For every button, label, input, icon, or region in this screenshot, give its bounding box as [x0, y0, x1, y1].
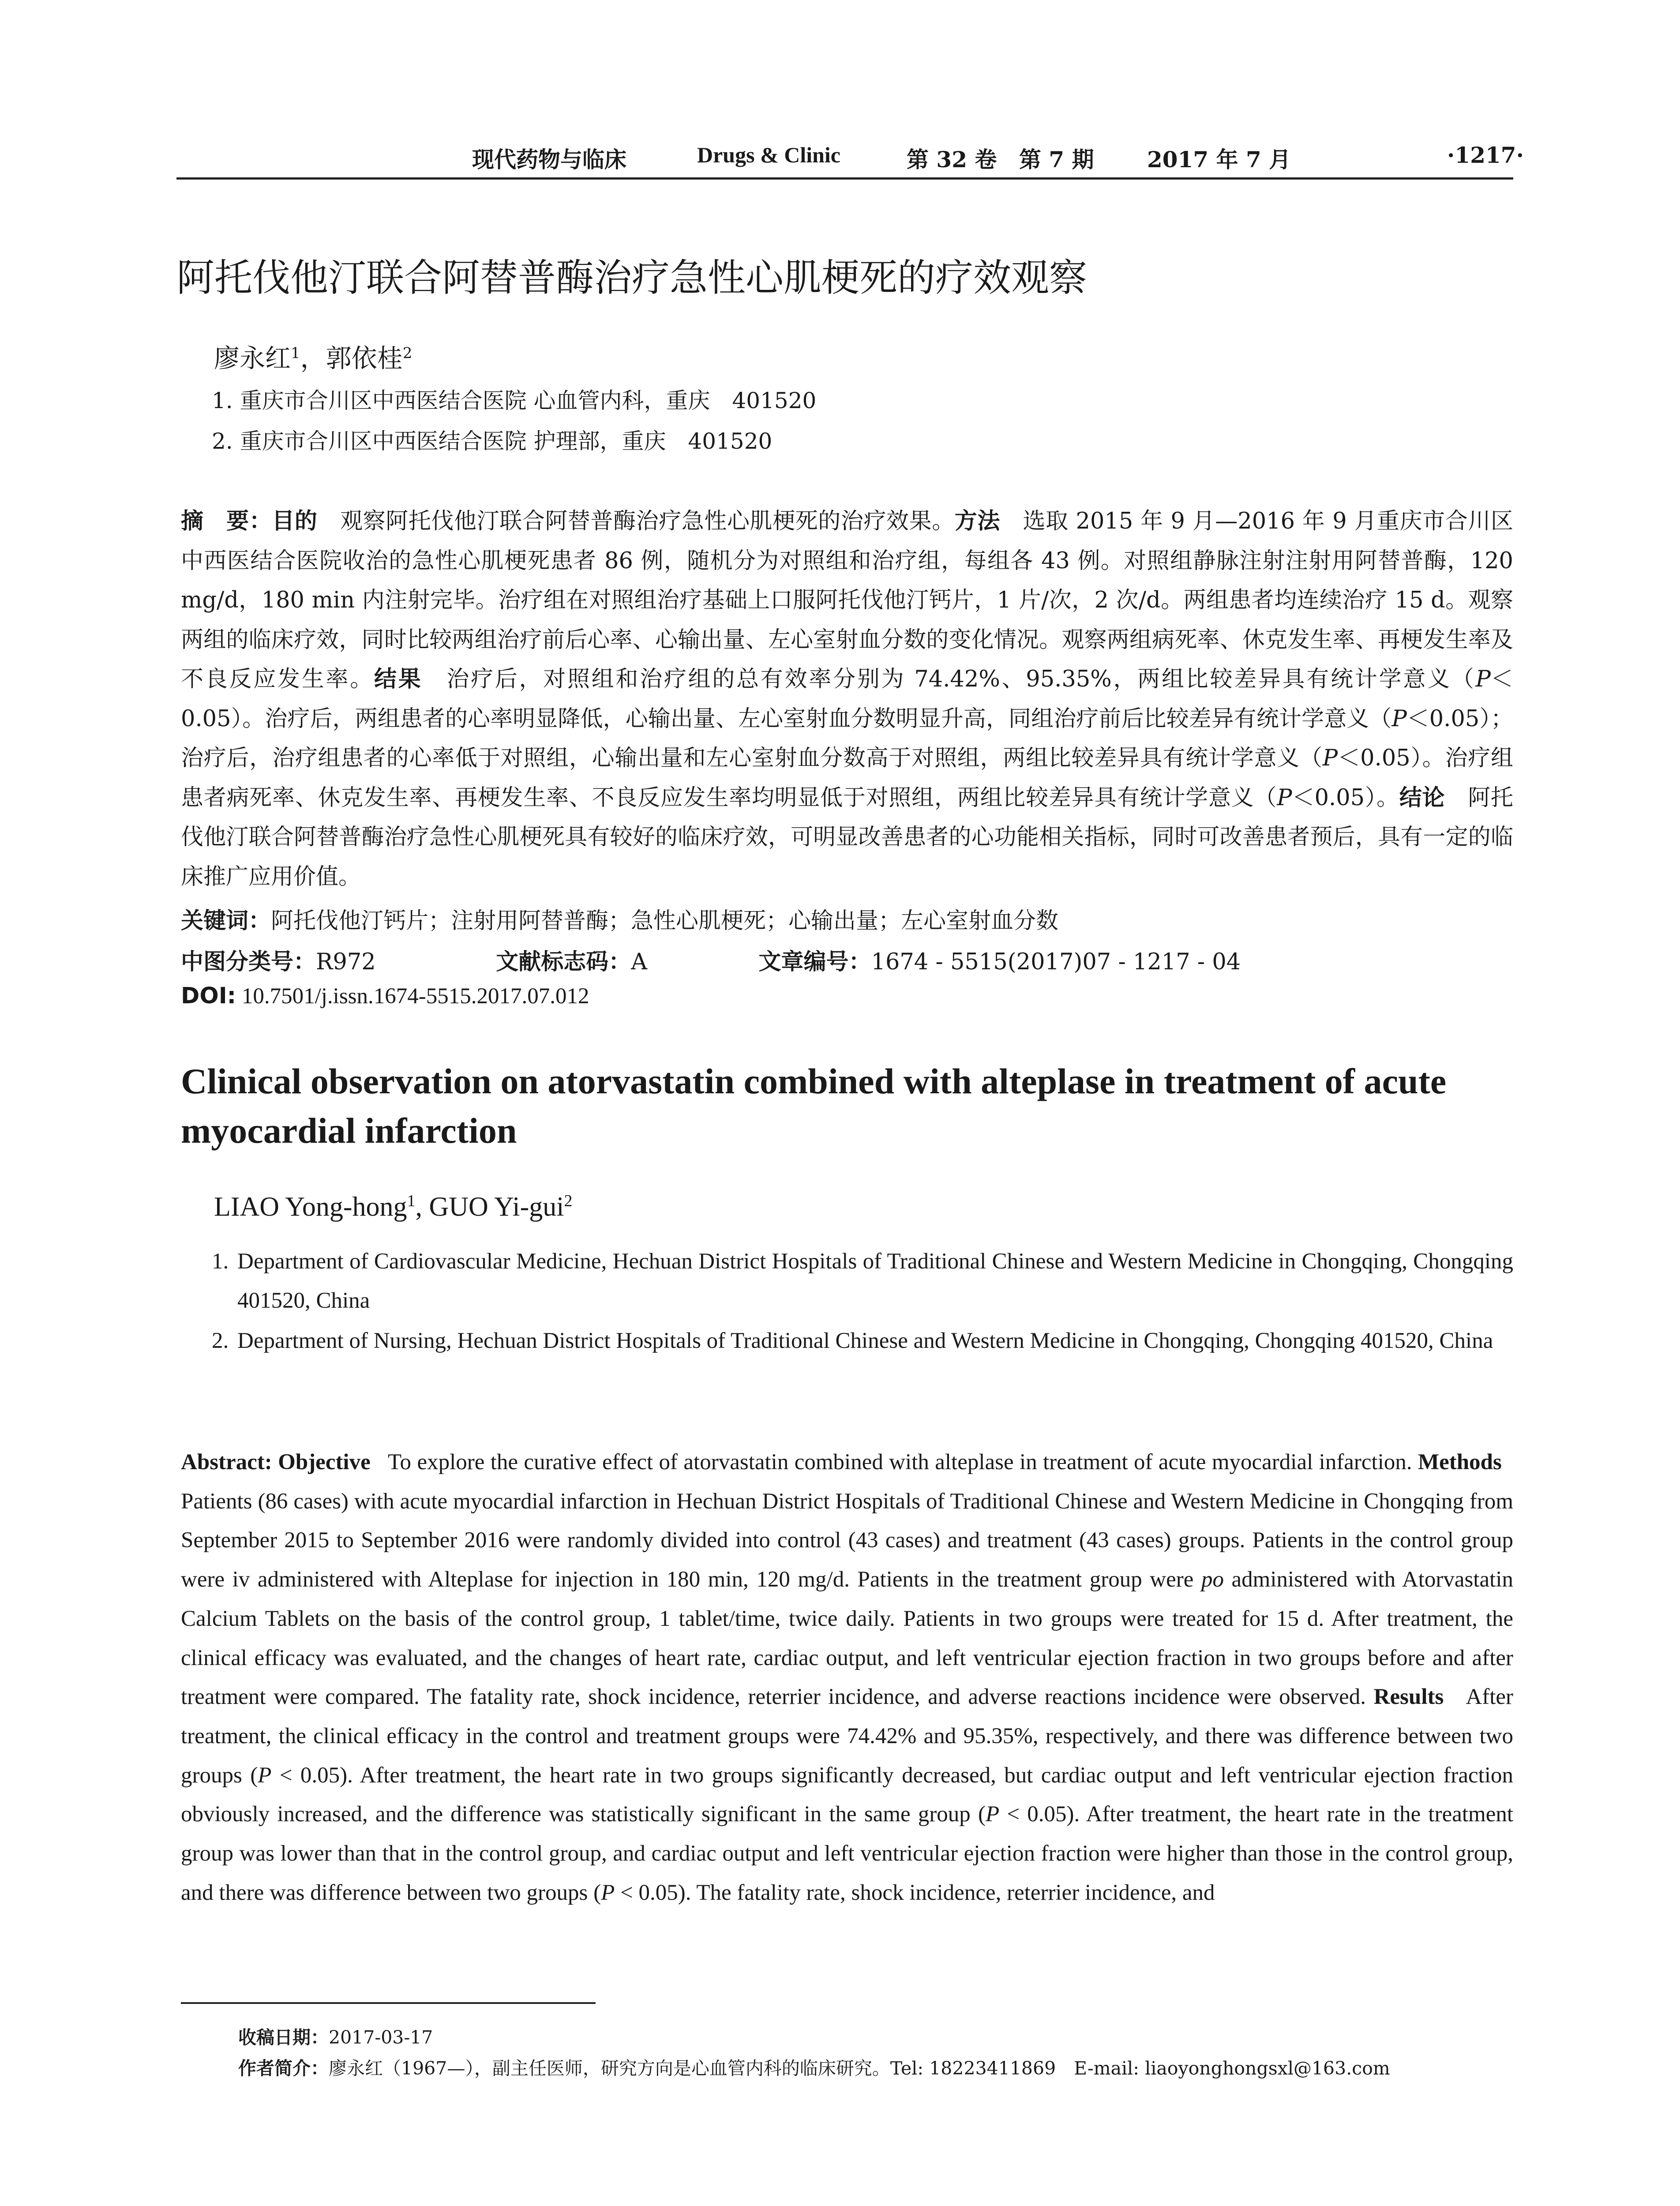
results-en-label: Results [1373, 1685, 1444, 1710]
doc-code-value: A [631, 949, 648, 975]
keywords-cn [181, 902, 1058, 935]
affiliation-en-2-text: Department of Nursing, Hechuan District Hospitals of Traditional Chinese and Western Medicine in Chongqing, Chongqing 401520, China [237, 1328, 1493, 1353]
page-number: ·1217· [1447, 142, 1524, 168]
clc-label: 中图分类号： [181, 949, 316, 975]
affiliation-en-1 [212, 1242, 1513, 1321]
conclusion-cn-label: 结论 [1399, 784, 1445, 811]
author-1-en: LIAO Yong-hong [214, 1192, 407, 1222]
author-1-sup: 1 [291, 344, 300, 362]
keywords-cn-text: 阿托伐他汀钙片；注射用阿替普酶；急性心肌梗死；心输出量；左心室射血分数 [271, 908, 1059, 934]
author-bio: 廖永红（1967—），副主任医师，研究方向是心血管内科的临床研究。Tel: 18223411869 E-mail: liaoyonghongsxl@163.com [329, 2058, 1390, 2079]
author-separator: ， [300, 343, 326, 373]
article-number-value: 1674 - 5515(2017)07 - 1217 - 04 [871, 949, 1241, 975]
classification-row [181, 943, 1241, 976]
author-bio-label: 作者简介： [238, 2058, 329, 2079]
title-cn: 阿托伐他汀联合阿替普酶治疗急性心肌梗死的疗效观察 [176, 256, 1087, 300]
results-en-3: < 0.05). After treatment, the heart rate in the treatment group was lower than that in the control group, and cardiac output and left ventricular ejection fraction were higher than those in the control group, and there was difference between two groups ( [181, 1802, 1513, 1905]
issue-date: 2017 年 7 月 [1147, 146, 1291, 173]
p-symbol: P [1475, 666, 1491, 692]
methods-cn: 选取 2015 年 9 月—2016 年 9 月重庆市合川区中西医结合医院收治的急性心肌梗死患者 86 例，随机分为对照组和治疗组，每组各 43 例。对照组静脉注射注射用阿替普酶，120 mg/d，180 min 内注射完毕。治疗组在对照组治疗基础上口服阿托伐他汀钙片，1 片/次，2 次/d。两组患者均连续治疗 15 d。观察两组的临床疗效，同时比较两组治疗前后心率、心输出量、左心室射血分数的变化情况。观察两组病死率、休克发生率、再梗发生率及不良反应发生率。 [181, 508, 1513, 692]
title-en: Clinical observation on atorvastatin combined with alteplase in treatment of acute myocardial infarction [181, 1061, 1447, 1151]
footnote-received [238, 2023, 433, 2049]
affiliation-en-1-num: 1. [212, 1249, 229, 1274]
affiliation-en-1-text: Department of Cardiovascular Medicine, Hechuan District Hospitals of Traditional Chinese and Western Medicine in Chongqing, Chongqing 401520, China [237, 1249, 1513, 1313]
abstract-en-label: Abstract: [181, 1450, 272, 1474]
affiliation-cn-2: 2. 重庆市合川区中西医结合医院 护理部，重庆 401520 [212, 428, 772, 454]
objective-en: To explore the curative effect of atorvastatin combined with alteplase in treatment of acute myocardial infarction. [387, 1450, 1412, 1474]
objective-cn: 观察阿托伐他汀联合阿替普酶治疗急性心肌梗死的治疗效果。 [340, 508, 955, 534]
results-en-2: < 0.05). After treatment, the heart rate in two groups significantly decreased, but cardiac output and left ventricular ejection fraction obviously increased, and the difference was statistically significant in the same group ( [181, 1763, 1513, 1827]
received-label: 收稿日期： [238, 2027, 329, 2048]
results-en-1: After treatment, the clinical efficacy in the control and treatment groups were 74.42% and 95.35%, respectively, and there was difference between two groups ( [181, 1685, 1514, 1788]
abstract-cn [181, 502, 1513, 897]
results-en-4: < 0.05). The fatality rate, shock incidence, reterrier incidence, and [615, 1880, 1215, 1905]
objective-en-label: Objective [278, 1450, 371, 1474]
methods-en-2: administered with Atorvastatin Calcium Tablets on the basis of the control group, 1 tablet/time, twice daily. Patients in two groups were treated for 15 d. After treatment, the clinical efficacy was evaluated, and the changes of heart rate, cardiac output, and left ventricular ejection fraction in two groups before and after treatment were compared. The fatality rate, shock incidence, reterrier incidence, and adverse reactions incidence were observed. [181, 1567, 1514, 1710]
affiliation-en-2-num: 2. [212, 1328, 229, 1353]
received-date: 2017-03-17 [329, 2027, 433, 2048]
author-2-cn: 郭依桂 [326, 343, 403, 373]
p-symbol: P [1322, 745, 1338, 771]
p-symbol: P [985, 1802, 1000, 1827]
doi-value: 10.7501/j.issn.1674-5515.2017.07.012 [241, 984, 589, 1009]
p-symbol: P [258, 1763, 272, 1788]
article-number-label: 文章编号： [758, 949, 871, 975]
clc-value: R972 [316, 949, 376, 975]
volume: 第 32 卷 [907, 146, 997, 173]
p-symbol: P [601, 1880, 615, 1905]
running-header [176, 142, 1524, 177]
authors-cn [214, 338, 412, 375]
results-cn-2: ＜0.05）。治疗后，两组患者的心率明显降低，心输出量、左心室射血分数明显升高，同组治疗前后比较差异有统计学意义（ [181, 666, 1513, 732]
author-1-en-sup: 1 [407, 1192, 416, 1210]
author-2-sup: 2 [402, 344, 412, 362]
header-rule [176, 177, 1513, 180]
conclusion-cn: 阿托伐他汀联合阿替普酶治疗急性心肌梗死具有较好的临床疗效，可明显改善患者的心功能相关指标，同时可改善患者预后，具有一定的临床推广应用价值。 [181, 784, 1513, 890]
methods-en-1: Patients (86 cases) with acute myocardial infarction in Hechuan District Hospitals of Traditional Chinese and Western Medicine in Chongqing from September 2015 to September 2016 were randomly divided into control (43 cases) and treatment (43 cases) groups. Patients in the control group were iv administered with Alteplase for injection in 180 min, 120 mg/d. Patients in the treatment group were [181, 1489, 1513, 1592]
authors-en [214, 1191, 572, 1223]
p-symbol: P [1277, 784, 1292, 811]
results-cn-1: 治疗后，对照组和治疗组的总有效率分别为 74.42%、95.35%，两组比较差异具有统计学意义（ [446, 666, 1476, 692]
issue: 第 7 期 [1019, 146, 1094, 173]
journal-name-en: Drugs & Clinic [697, 143, 840, 167]
doi-label: DOI: [181, 983, 236, 1009]
results-cn-4: ＜0.05）。治疗组患者病死率、休克发生率、再梗发生率、不良反应发生率均明显低于对照组，两组比较差异具有统计学意义（ [181, 745, 1513, 811]
doc-code-label: 文献标志码： [496, 949, 631, 975]
objective-cn-label: 目的 [272, 508, 318, 534]
footnote-rule [181, 2002, 596, 2004]
footnote-author [238, 2054, 1390, 2080]
keywords-cn-label: 关键词： [181, 908, 271, 934]
results-cn-3: ＜0.05）；治疗后，治疗组患者的心率低于对照组，心输出量和左心室射血分数高于对照组，两组比较差异具有统计学意义（ [181, 705, 1514, 771]
affiliation-cn-1: 1. 重庆市合川区中西医结合医院 心血管内科，重庆 401520 [212, 388, 817, 413]
p-symbol: P [1391, 705, 1407, 732]
abstract-en [181, 1443, 1513, 1912]
methods-cn-label: 方法 [954, 508, 1000, 534]
author-separator-en: , [415, 1192, 429, 1222]
doi-row [181, 983, 589, 1009]
author-2-en: GUO Yi-gui [429, 1192, 564, 1222]
methods-en-label: Methods [1418, 1450, 1502, 1474]
journal-name-cn: 现代药物与临床 [472, 146, 626, 173]
results-cn-label: 结果 [374, 666, 423, 692]
abstract-cn-label: 摘 要： [181, 508, 272, 534]
affiliation-en-2 [212, 1321, 1513, 1361]
author-1-cn: 廖永红 [214, 343, 291, 373]
results-cn-5: ＜0.05）。 [1292, 784, 1399, 811]
po-term: po [1201, 1567, 1224, 1592]
author-2-en-sup: 2 [564, 1192, 573, 1210]
